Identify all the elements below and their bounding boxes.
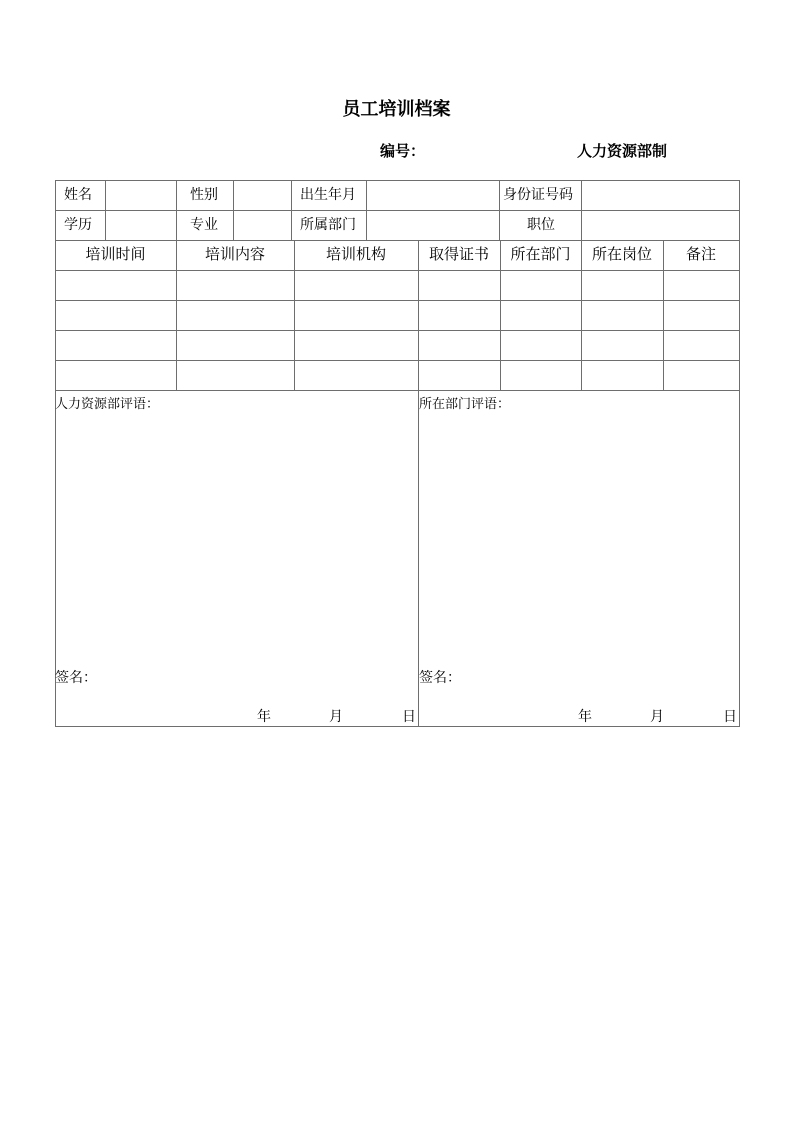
hr-comment-label: 人力资源部评语： — [55, 397, 160, 412]
grid-line — [739, 180, 740, 727]
position-label: 职位 — [527, 217, 555, 233]
number-label: 编号： — [380, 142, 426, 160]
header-training-content: 培训内容 — [204, 245, 265, 263]
dept-month-label: 月 — [650, 709, 664, 725]
grid-line — [55, 330, 740, 331]
grid-line — [55, 726, 740, 727]
dept-day-label: 日 — [723, 709, 737, 725]
birth-label: 出生年月 — [300, 187, 356, 203]
dept-sign-label: 签名： — [419, 670, 461, 686]
grid-line — [176, 180, 177, 240]
grid-line — [55, 390, 740, 391]
header-training-org: 培训机构 — [325, 245, 386, 263]
education-label: 学历 — [64, 217, 92, 233]
hr-month-label: 月 — [329, 709, 343, 725]
id-number-label: 身份证号码 — [503, 187, 573, 203]
header-training-time: 培训时间 — [85, 245, 146, 263]
department-made-label: 人力资源部制 — [577, 142, 668, 160]
header-remarks: 备注 — [685, 245, 716, 263]
grid-line — [233, 180, 234, 240]
grid-line — [366, 180, 367, 240]
grid-line — [55, 360, 740, 361]
grid-line — [55, 270, 740, 271]
grid-line — [55, 180, 740, 181]
name-label: 姓名 — [64, 187, 92, 203]
document-title: 员工培训档案 — [342, 99, 451, 120]
hr-day-label: 日 — [402, 709, 416, 725]
grid-line — [55, 210, 740, 211]
hr-year-label: 年 — [257, 709, 271, 725]
major-label: 专业 — [190, 217, 218, 233]
header-post: 所在岗位 — [591, 245, 652, 263]
grid-line — [105, 180, 106, 240]
grid-line — [418, 240, 419, 727]
dept-comment-label: 所在部门评语： — [419, 397, 511, 412]
header-certificate: 取得证书 — [428, 245, 489, 263]
grid-line — [55, 240, 740, 241]
header-department: 所在部门 — [510, 245, 571, 263]
grid-line — [55, 300, 740, 301]
hr-sign-label: 签名： — [55, 670, 97, 686]
gender-label: 性别 — [190, 187, 218, 203]
department-label: 所属部门 — [300, 217, 356, 233]
dept-year-label: 年 — [578, 709, 592, 725]
grid-line — [291, 180, 292, 240]
